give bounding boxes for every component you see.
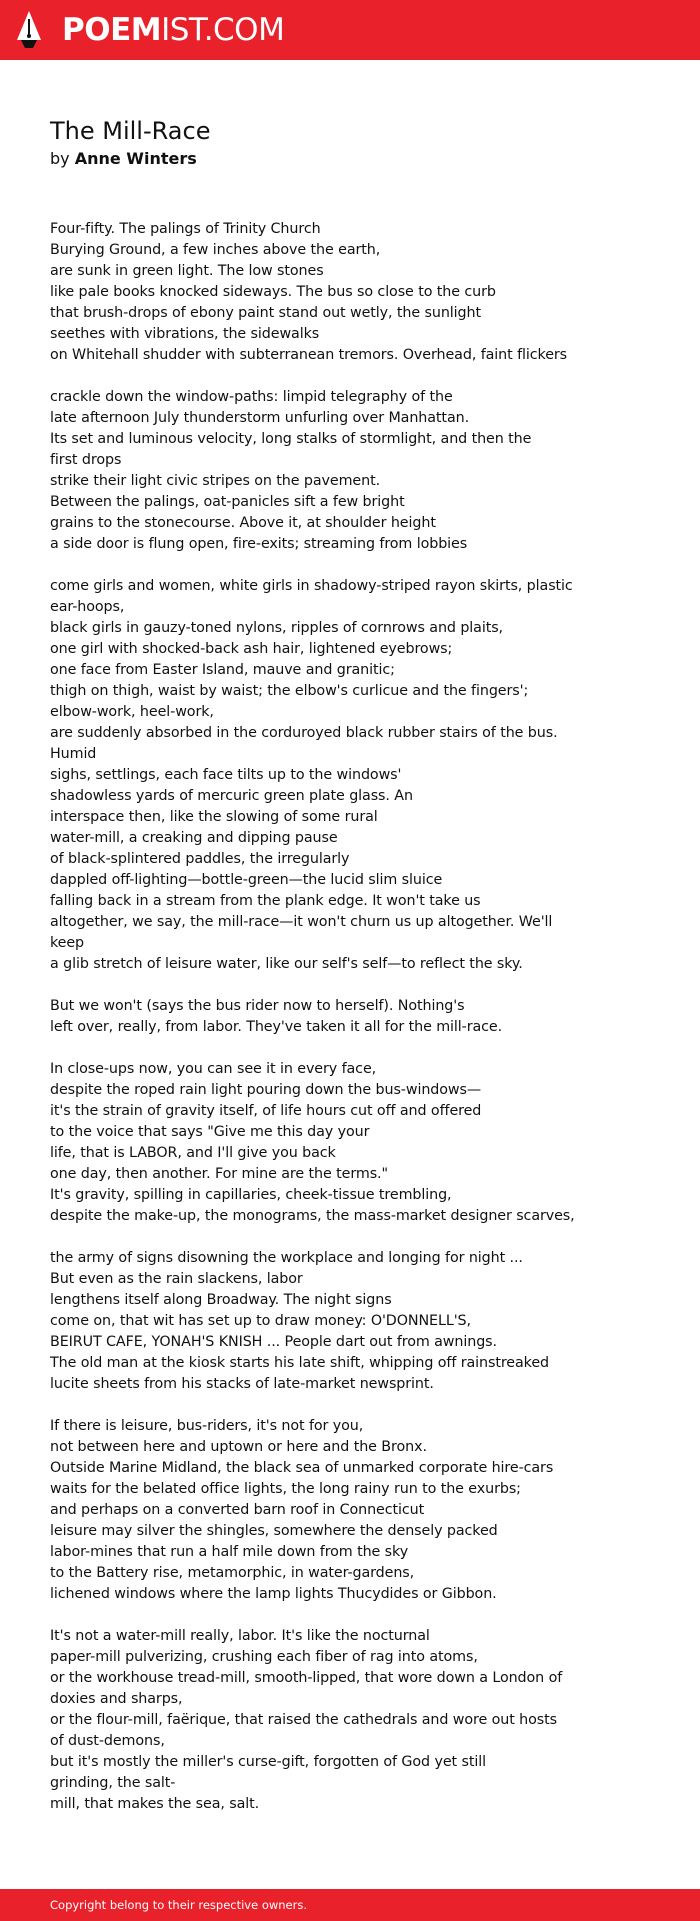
poem-line: life, that is LABOR, and I'll give you back xyxy=(50,1145,336,1161)
poem-line: paper-mill pulverizing, crushing each fiber of rag into atoms, xyxy=(50,1649,478,1665)
logo-text-bold: POEM xyxy=(62,12,162,48)
poem-line: water-mill, a creaking and dipping pause xyxy=(50,830,338,846)
poem-line: it's the strain of gravity itself, of life hours cut off and offered xyxy=(50,1103,482,1119)
poem-line: seethes with vibrations, the sidewalks xyxy=(50,326,320,342)
poem-line: waits for the belated office lights, the long rainy run to the exurbs; xyxy=(50,1481,521,1497)
poem-line: on Whitehall shudder with subterranean tremors. Overhead, faint flickers xyxy=(50,347,568,363)
site-logo-link[interactable] xyxy=(16,10,284,50)
poem-line: a glib stretch of leisure water, like our self's self—to reflect the sky. xyxy=(50,956,523,972)
poem-line: first drops xyxy=(50,452,122,468)
poem-line: keep xyxy=(50,935,85,951)
poem-line: It's gravity, spilling in capillaries, cheek-tissue trembling, xyxy=(50,1187,452,1203)
poem-stanza xyxy=(50,1416,570,1605)
poem-line: ear-hoops, xyxy=(50,599,125,615)
poem-line: grinding, the salt- xyxy=(50,1775,176,1791)
poem-line: left over, really, from labor. They've taken it all for the mill-race. xyxy=(50,1019,503,1035)
poem-line: dappled off-lighting—bottle-green—the lucid slim sluice xyxy=(50,872,443,888)
poem-line: or the flour-mill, faërique, that raised the cathedrals and wore out hosts xyxy=(50,1712,557,1728)
poem-line: lichened windows where the lamp lights Thucydides or Gibbon. xyxy=(50,1586,497,1602)
site-header xyxy=(0,0,700,60)
poem-line: shadowless yards of mercuric green plate glass. An xyxy=(50,788,413,804)
poem-line: But we won't (says the bus rider now to herself). Nothing's xyxy=(50,998,465,1014)
poem-title: The Mill-Race xyxy=(50,117,211,145)
poem-line: leisure may silver the shingles, somewhere the densely packed xyxy=(50,1523,498,1539)
poem-stanza xyxy=(50,387,570,555)
poem-line: interspace then, like the slowing of some rural xyxy=(50,809,378,825)
poem-line: If there is leisure, bus-riders, it's not for you, xyxy=(50,1418,364,1434)
poem-line: crackle down the window-paths: limpid telegraphy of the xyxy=(50,389,453,405)
poem-line: despite the roped rain light pouring down the bus-windows— xyxy=(50,1082,482,1098)
poem-line: thigh on thigh, waist by waist; the elbow's curlicue and the fingers'; xyxy=(50,683,529,699)
quill-pen-icon xyxy=(16,10,42,50)
poem-line: Its set and luminous velocity, long stalks of stormlight, and then the xyxy=(50,431,532,447)
poem-stanza xyxy=(50,1248,570,1395)
poem-line: In close-ups now, you can see it in every face, xyxy=(50,1061,377,1077)
poem-line: sighs, settlings, each face tilts up to the windows' xyxy=(50,767,402,783)
poem-line: BEIRUT CAFE, YONAH'S KNISH ... People dart out from awnings. xyxy=(50,1334,497,1350)
poem-line: The old man at the kiosk starts his late shift, whipping off rainstreaked xyxy=(50,1355,549,1371)
author-link[interactable]: Anne Winters xyxy=(74,149,197,168)
poem-line: labor-mines that run a half mile down from the sky xyxy=(50,1544,409,1560)
poem-line: Burying Ground, a few inches above the earth, xyxy=(50,242,381,258)
poem-line: come girls and women, white girls in shadowy-striped rayon skirts, plastic xyxy=(50,578,573,594)
poem-stanza xyxy=(50,1626,570,1815)
poem-line: Humid xyxy=(50,746,97,762)
byline-by-label: by xyxy=(50,149,70,168)
poem-line: Four-fifty. The palings of Trinity Church xyxy=(50,221,321,237)
poem-line: one day, then another. For mine are the terms." xyxy=(50,1166,388,1182)
poem-body xyxy=(50,219,575,1836)
poem-line: It's not a water-mill really, labor. It's like the nocturnal xyxy=(50,1628,430,1644)
poem-line: falling back in a stream from the plank edge. It won't take us xyxy=(50,893,481,909)
poem-line: a side door is flung open, fire-exits; streaming from lobbies xyxy=(50,536,468,552)
poem-line: altogether, we say, the mill-race—it won't churn us up altogether. We'll xyxy=(50,914,553,930)
poem-line: one girl with shocked-back ash hair, lightened eyebrows; xyxy=(50,641,453,657)
site-footer xyxy=(0,1889,700,1921)
poem-line: to the voice that says "Give me this day your xyxy=(50,1124,370,1140)
poem-line: are suddenly absorbed in the corduroyed black rubber stairs of the bus. xyxy=(50,725,558,741)
poem-line: not between here and uptown or here and the Bronx. xyxy=(50,1439,427,1455)
poem-line: But even as the rain slackens, labor xyxy=(50,1271,303,1287)
poem-line: one face from Easter Island, mauve and granitic; xyxy=(50,662,395,678)
logo-text-light: IST.COM xyxy=(161,12,285,48)
poem-line: mill, that makes the sea, salt. xyxy=(50,1796,260,1812)
poem-line: elbow-work, heel-work, xyxy=(50,704,214,720)
poem-line: are sunk in green light. The low stones xyxy=(50,263,324,279)
poem-stanza xyxy=(50,1059,575,1227)
poem-line: black girls in gauzy-toned nylons, ripples of cornrows and plaits, xyxy=(50,620,504,636)
poem-line: lengthens itself along Broadway. The night signs xyxy=(50,1292,392,1308)
poem-stanza xyxy=(50,996,570,1038)
poem-line: and perhaps on a converted barn roof in Connecticut xyxy=(50,1502,425,1518)
poem-line: that brush-drops of ebony paint stand out wetly, the sunlight xyxy=(50,305,481,321)
poem-line: strike their light civic stripes on the pavement. xyxy=(50,473,381,489)
poem-line: to the Battery rise, metamorphic, in water-gardens, xyxy=(50,1565,415,1581)
poem-line: grains to the stonecourse. Above it, at shoulder height xyxy=(50,515,436,531)
poem-line: lucite sheets from his stacks of late-market newsprint. xyxy=(50,1376,434,1392)
poem-stanza xyxy=(50,576,573,975)
copyright-notice: Copyright belong to their respective owners. xyxy=(50,1898,308,1912)
poem-line: of black-splintered paddles, the irregularly xyxy=(50,851,350,867)
poem-line: but it's mostly the miller's curse-gift, forgotten of God yet still xyxy=(50,1754,486,1770)
poem-line: the army of signs disowning the workplace and longing for night ... xyxy=(50,1250,523,1266)
poem-line: like pale books knocked sideways. The bus so close to the curb xyxy=(50,284,496,300)
poem-line: Outside Marine Midland, the black sea of unmarked corporate hire-cars xyxy=(50,1460,554,1476)
poem-stanza xyxy=(50,219,570,366)
poem-line: Between the palings, oat-panicles sift a few bright xyxy=(50,494,405,510)
poem-line: come on, that wit has set up to draw money: O'DONNELL'S, xyxy=(50,1313,471,1329)
poem-line: of dust-demons, xyxy=(50,1733,165,1749)
poem-line: late afternoon July thunderstorm unfurling over Manhattan. xyxy=(50,410,470,426)
site-logo-text xyxy=(62,10,284,50)
poem-byline xyxy=(50,148,197,170)
poem-line: despite the make-up, the monograms, the mass-market designer scarves, xyxy=(50,1208,575,1224)
poem-line: doxies and sharps, xyxy=(50,1691,183,1707)
poem-line: or the workhouse tread-mill, smooth-lipped, that wore down a London of xyxy=(50,1670,563,1686)
